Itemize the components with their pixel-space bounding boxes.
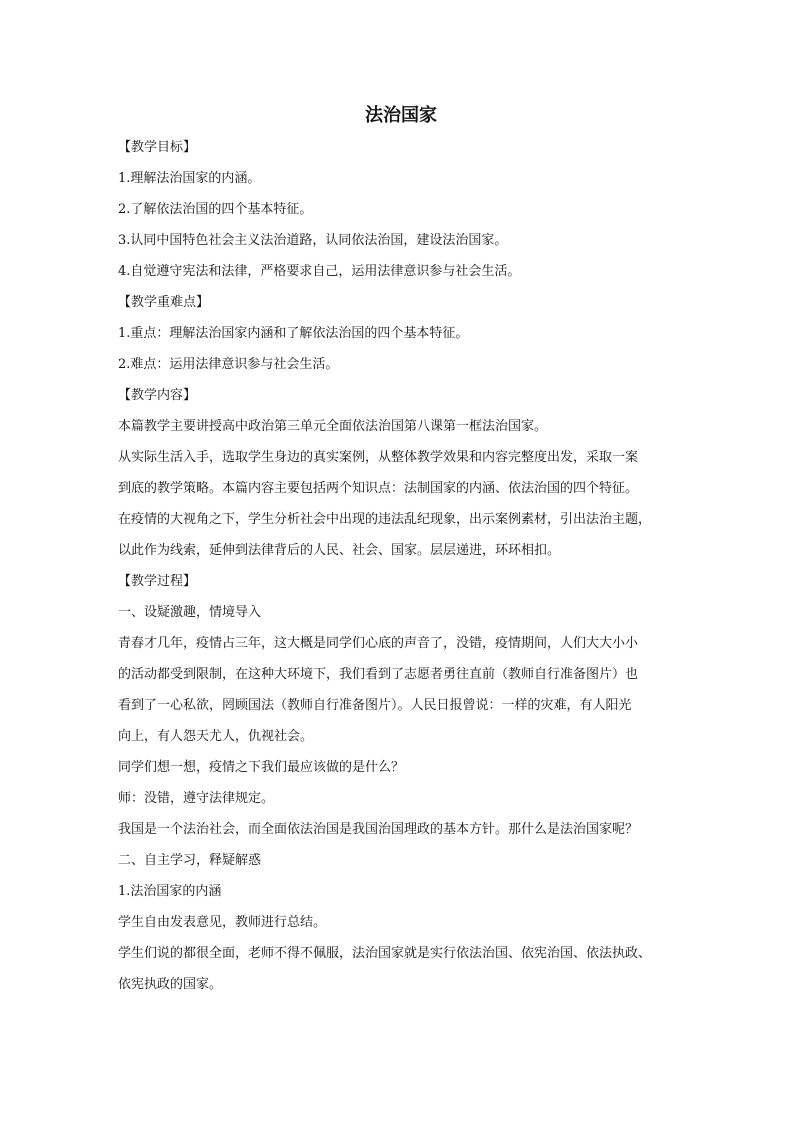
section-heading-objectives: 【教学目标】: [118, 140, 197, 155]
paragraph-line: 师：没错，遵守法律规定。: [118, 791, 275, 806]
paragraph-line: 同学们想一想，疫情之下我们最应该做的是什么？: [118, 760, 405, 775]
paragraph-line: 我国是一个法治社会，而全面依法治国是我国治国理政的基本方针。那什么是法治国家呢？: [118, 822, 639, 837]
paragraph-line: 3.认同中国特色社会主义法治道路，认同依法治国，建设法治国家。: [118, 233, 508, 248]
paragraph-line: 学生们说的都很全面，老师不得不佩服，法治国家就是实行依法治国、依宪治国、依法执政、: [118, 946, 652, 961]
paragraph-line: 1.重点：理解法治国家内涵和了解依法治国的四个基本特征。: [118, 326, 469, 341]
paragraph-line: 本篇教学主要讲授高中政治第三单元全面依法治国第八课第一框法治国家。: [118, 419, 548, 434]
paragraph-line: 2.难点：运用法律意识参与社会生活。: [118, 357, 339, 372]
section-heading-key-points: 【教学重难点】: [118, 295, 210, 310]
section-heading-process: 【教学过程】: [118, 574, 197, 589]
paragraph-line: 4.自觉遵守宪法和法律，严格要求自己，运用法律意识参与社会生活。: [118, 264, 521, 279]
paragraph-line: 的活动都受到限制，在这种大环境下，我们看到了志愿者勇往直前（教师自行准备图片）也: [118, 667, 639, 682]
paragraph-line: 到底的教学策略。本篇内容主要包括两个知识点：法制国家的内涵、依法治国的四个特征。: [118, 481, 639, 496]
paragraph-line: 依宪执政的国家。: [118, 977, 223, 992]
paragraph-line: 青春才几年，疫情占三年，这大概是同学们心底的声音了，没错，疫情期间，人们大大小小: [118, 636, 639, 651]
paragraph-line: 向上，有人怨天尤人，仇视社会。: [118, 729, 314, 744]
paragraph-line: 学生自由发表意见，教师进行总结。: [118, 915, 327, 930]
paragraph-line: 看到了一心私欲，罔顾国法（教师自行准备图片）。人民日报曾说：一样的灾难，有人阳光: [118, 698, 632, 713]
document-page: [118, 100, 684, 1000]
paragraph-line: 1.法治国家的内涵: [118, 884, 222, 899]
paragraph-line: 以此作为线索，延伸到法律背后的人民、社会、国家。层层递进，环环相扣。: [118, 543, 561, 558]
paragraph-line: 1.理解法治国家的内涵。: [118, 171, 261, 186]
paragraph-line: 从实际生活入手，选取学生身边的真实案例，从整体教学效果和内容完整度出发，采取一案: [118, 450, 639, 465]
section-heading-content: 【教学内容】: [118, 388, 197, 403]
subsection-heading: 一、设疑激趣，情境导入: [118, 605, 262, 620]
document-title: 法治国家: [365, 105, 437, 126]
document-body: [118, 132, 684, 1000]
paragraph-line: 2.了解依法治国的四个基本特征。: [118, 202, 313, 217]
subsection-heading: 二、自主学习，释疑解惑: [118, 853, 262, 868]
paragraph-line: 在疫情的大视角之下，学生分析社会中出现的违法乱纪现象，出示案例素材，引出法治主题，: [118, 512, 652, 527]
